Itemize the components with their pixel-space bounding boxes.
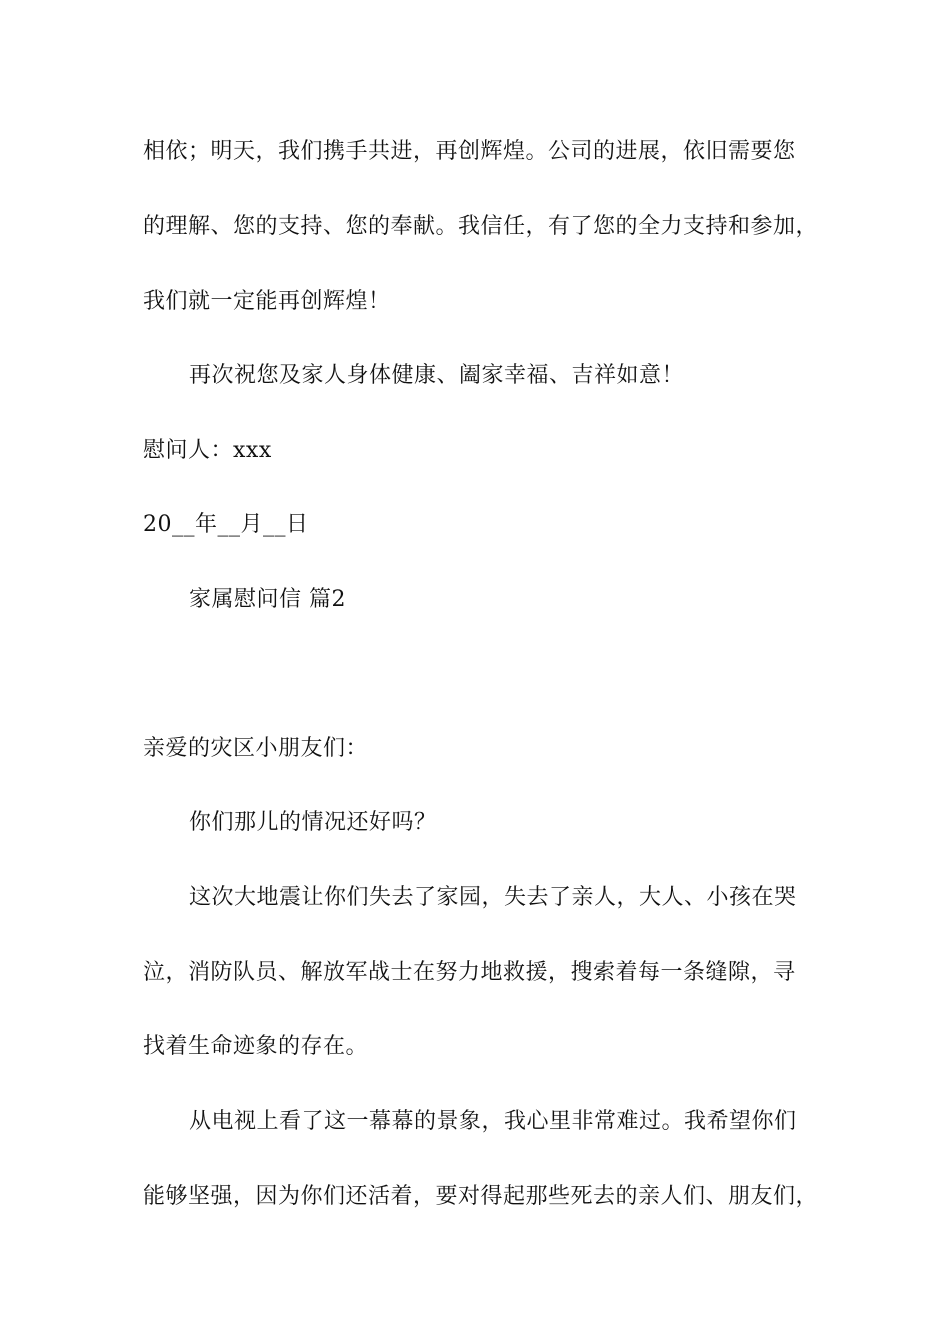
paragraph-line: 的理解、您的支持、您的奉献。我信任，有了您的全力支持和参加， xyxy=(143,214,819,239)
paragraph-line: 你们那儿的情况还好吗？ xyxy=(189,810,437,835)
paragraph-line: 这次大地震让你们失去了家园，失去了亲人，大人、小孩在哭 xyxy=(189,885,797,910)
paragraph-line: 找着生命迹象的存在。 xyxy=(143,1034,369,1059)
paragraph-line: 从电视上看了这一幕幕的景象，我心里非常难过。我希望你们 xyxy=(189,1109,797,1134)
paragraph-line: 能够坚强，因为你们还活着，要对得起那些死去的亲人们、朋友们， xyxy=(143,1184,819,1209)
date-line: 20__年__月__日 xyxy=(143,512,309,537)
paragraph-line: 再次祝您及家人身体健康、阖家幸福、吉祥如意！ xyxy=(189,363,685,388)
paragraph-line: 我们就一定能再创辉煌！ xyxy=(143,289,391,314)
signature-line: 慰问人：xxx xyxy=(143,438,272,463)
section-heading: 家属慰问信 篇2 xyxy=(189,587,346,612)
paragraph-line: 泣，消防队员、解放军战士在努力地救援，搜索着每一条缝隙，寻 xyxy=(143,960,796,985)
paragraph-line: 相依；明天，我们携手共进，再创辉煌。公司的进展，依旧需要您 xyxy=(143,139,796,164)
salutation-line: 亲爱的灾区小朋友们： xyxy=(143,736,369,761)
